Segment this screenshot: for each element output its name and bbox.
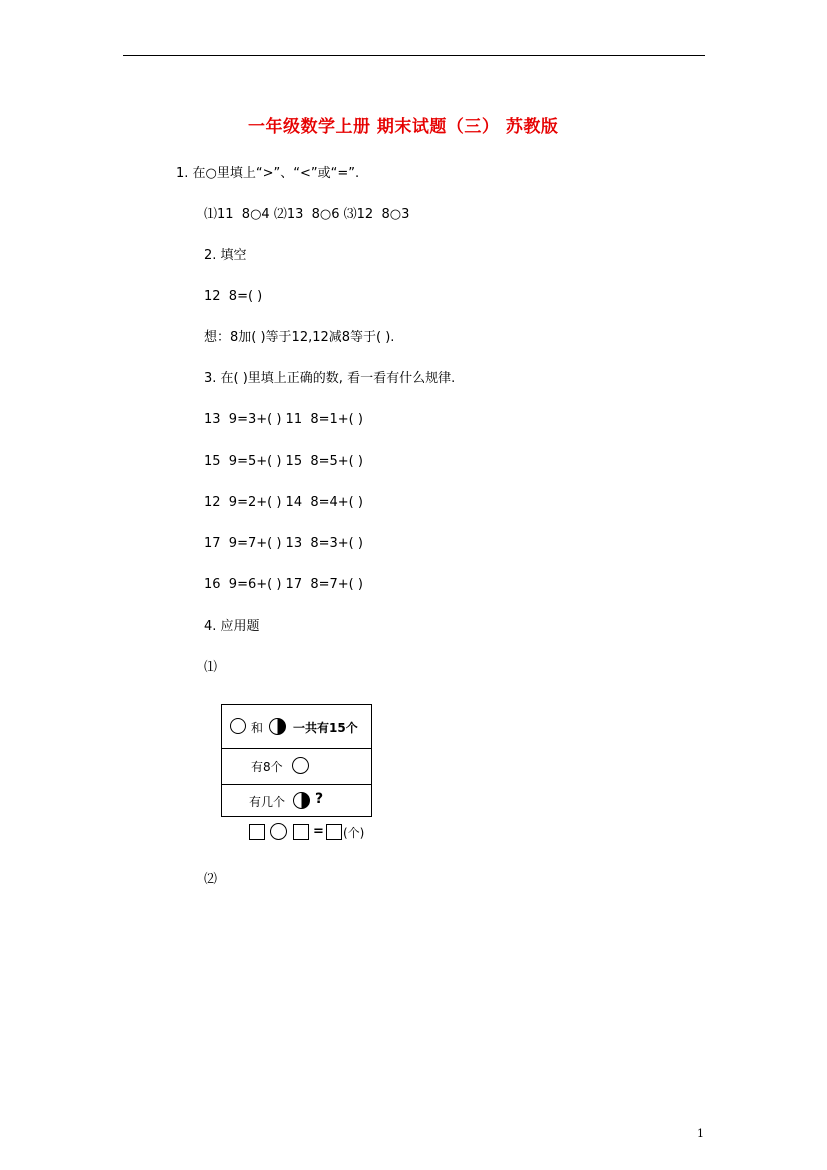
- question-text: 有几个: [249, 795, 286, 809]
- q4-part1-label: ⑴: [204, 660, 218, 675]
- q4-part2-label: ⑵: [204, 872, 218, 887]
- q4-heading: 4. 应用题: [204, 619, 260, 634]
- page-title: 一年级数学上册 期末试题（三） 苏教版: [248, 117, 559, 137]
- known-count-text: 有8个: [251, 760, 283, 774]
- total-text: 一共有15个: [293, 721, 358, 735]
- circle-icon: [230, 718, 246, 734]
- q2-expression: 12 8=( ): [204, 289, 263, 304]
- circle-icon: [292, 757, 309, 774]
- half-circle-icon: [293, 792, 310, 809]
- q3-row: 15 9=5+( ) 15 8=5+( ): [204, 454, 363, 469]
- answer-square[interactable]: [293, 824, 309, 840]
- word-problem-box: [221, 704, 372, 817]
- answer-square[interactable]: [249, 824, 265, 840]
- answer-square[interactable]: [326, 824, 342, 840]
- problem-row-question: [222, 784, 371, 817]
- q3-row: 12 9=2+( ) 14 8=4+( ): [204, 495, 363, 510]
- q3-prompt: 3. 在( )里填上正确的数, 看一看有什么规律.: [204, 371, 456, 386]
- q2-hint: 想：8加( )等于12,12减8等于( ).: [204, 330, 395, 345]
- unit-text: (个): [343, 826, 365, 840]
- half-circle-icon: [269, 718, 286, 735]
- q3-row: 17 9=7+( ) 13 8=3+( ): [204, 536, 363, 551]
- and-text: 和: [251, 721, 264, 735]
- problem-row-known: [222, 748, 371, 785]
- equals-sign: =: [313, 824, 324, 839]
- question-mark: ?: [315, 791, 324, 807]
- page-number: 1: [697, 1127, 704, 1140]
- header-rule: [123, 55, 705, 56]
- problem-row-total: [222, 705, 371, 749]
- q2-heading: 2. 填空: [204, 248, 247, 263]
- q1-items: ⑴11 8○4 ⑵13 8○6 ⑶12 8○3: [204, 207, 410, 222]
- q3-row: 13 9=3+( ) 11 8=1+( ): [204, 412, 363, 427]
- q3-row: 16 9=6+( ) 17 8=7+( ): [204, 577, 363, 592]
- operator-circle[interactable]: [270, 823, 287, 840]
- q1-prompt: 1. 在○里填上“>”、“<”或“=”.: [176, 166, 360, 181]
